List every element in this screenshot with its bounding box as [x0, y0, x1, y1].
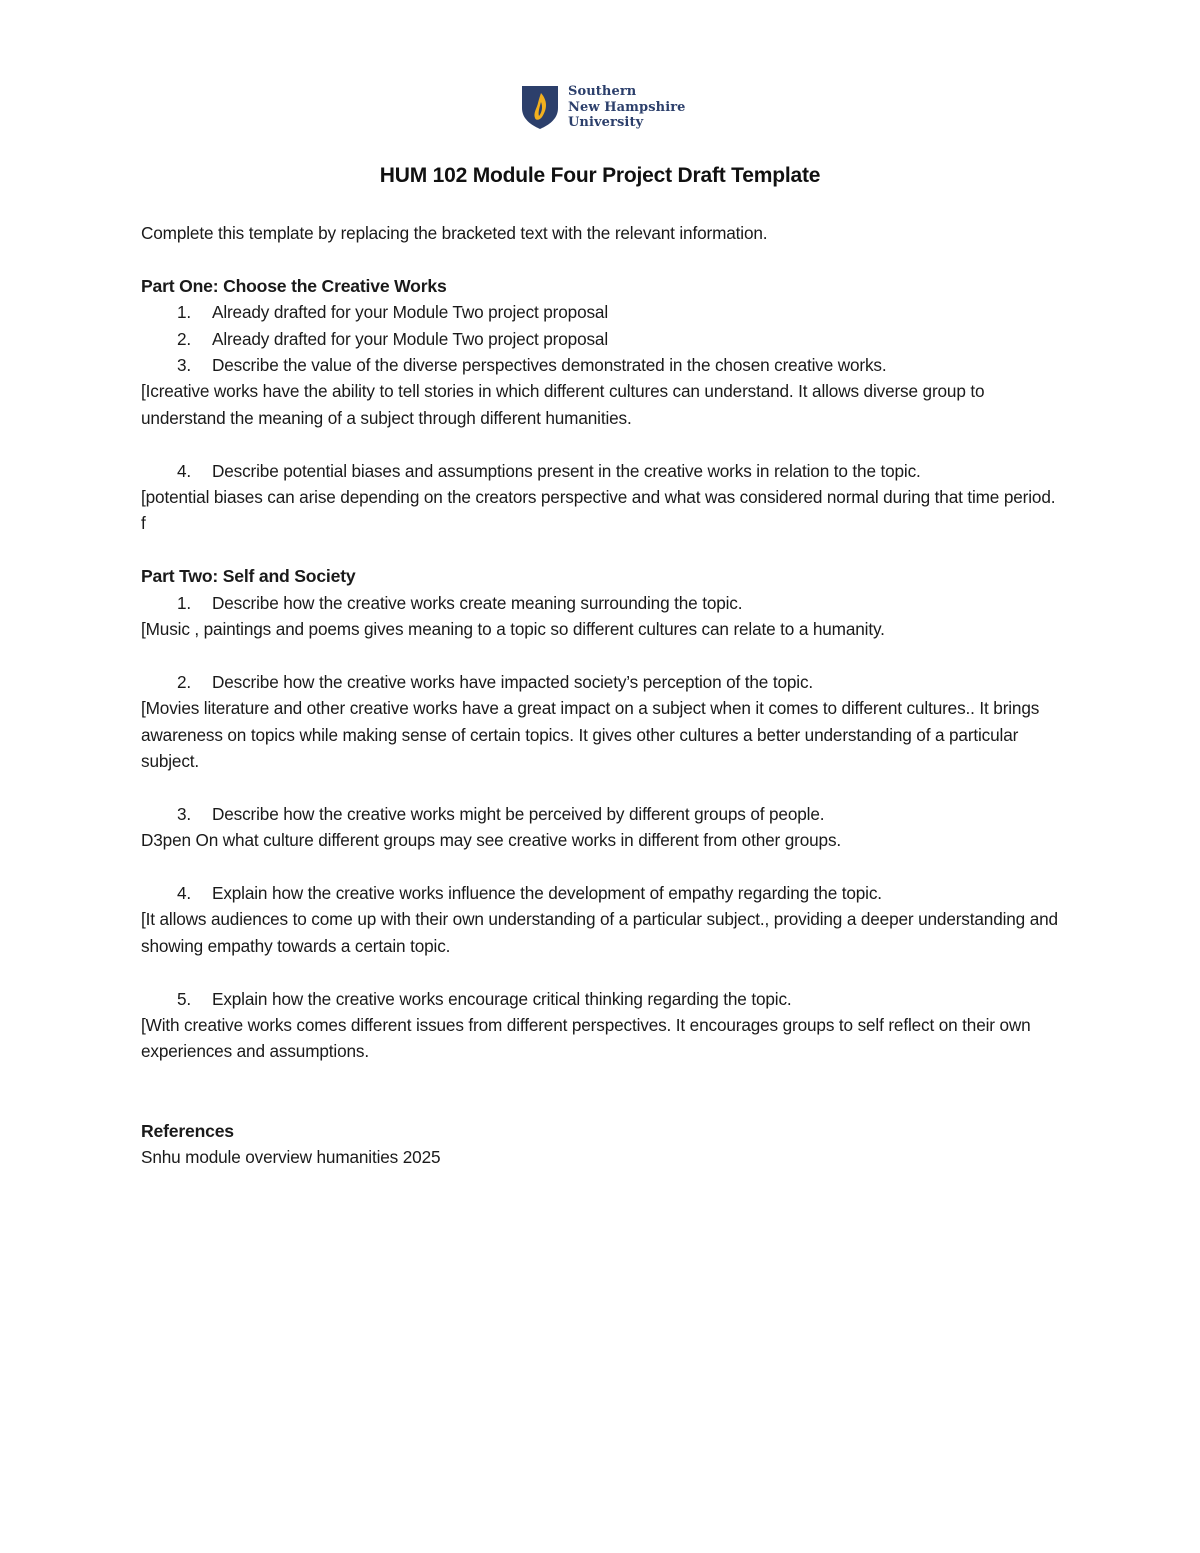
list-text: Already drafted for your Module Two project proposal: [212, 328, 609, 349]
part-one-heading: Part One: Choose the Creative Works: [141, 275, 447, 296]
list-number: 1.: [177, 592, 192, 613]
answer-text: [Music , paintings and poems gives meaning to a topic so different cultures can relate to a humanity.: [141, 619, 885, 640]
document-body: [141, 220, 1061, 1171]
list-item: [141, 880, 1061, 906]
list-number: 4.: [177, 883, 192, 904]
list-item: [141, 669, 1061, 695]
spacer: [141, 959, 1061, 985]
list-number: 2.: [177, 671, 192, 692]
list-item: [141, 458, 1061, 484]
list-item: [141, 299, 1061, 325]
list-text: Describe potential biases and assumptions present in the creative works in relation to the topic.: [212, 460, 921, 481]
logo-line: University: [568, 115, 644, 130]
page-title: HUM 102 Module Four Project Draft Template: [379, 164, 821, 187]
spacer: [141, 1065, 1061, 1118]
reference-entry: Snhu module overview humanities 2025: [141, 1147, 441, 1168]
list-text: Explain how the creative works influence the development of empathy regarding the topic.: [212, 883, 882, 904]
list-text: Describe how the creative works might be perceived by different groups of people.: [212, 803, 825, 824]
list-number: 3.: [177, 355, 192, 376]
list-text: Explain how the creative works encourage critical thinking regarding the topic.: [212, 988, 792, 1009]
spacer: [141, 774, 1061, 800]
spacer: [141, 642, 1061, 668]
list-number: 3.: [177, 803, 192, 824]
list-text: Already drafted for your Module Two project proposal: [212, 302, 609, 323]
answer-text: [potential biases can arise depending on the creators perspective and what was considered normal during that time period. f: [141, 487, 1056, 534]
spacer: [141, 431, 1061, 457]
list-text: Describe how the creative works create meaning surrounding the topic.: [212, 592, 743, 613]
spacer: [141, 537, 1061, 563]
references-heading: References: [141, 1120, 234, 1141]
answer-text: [Icreative works have the ability to tell stories in which different cultures can understand. It allows diverse group to understand the meaning of a subject through different humanities.: [141, 381, 985, 428]
list-number: 5.: [177, 988, 192, 1009]
spacer: [141, 854, 1061, 880]
shield-flame-icon: [520, 84, 560, 130]
list-item: [141, 352, 1061, 378]
answer-text: [Movies literature and other creative works have a great impact on a subject when it comes to different cultures.. It brings awareness on topics while making sense of certain topics. It gives other cultures a better understanding of a particular subject.: [141, 698, 1040, 772]
list-item: [141, 986, 1061, 1012]
list-number: 4.: [177, 460, 192, 481]
university-logo: [520, 84, 686, 131]
list-number: 1.: [177, 302, 192, 323]
list-number: 2.: [177, 328, 192, 349]
list-item: [141, 326, 1061, 352]
answer-text: [It allows audiences to come up with their own understanding of a particular subject., providing a deeper understanding and showing empathy towards a certain topic.: [141, 909, 1058, 956]
list-text: Describe the value of the diverse perspectives demonstrated in the chosen creative works.: [212, 355, 887, 376]
logo-wordmark: [568, 84, 686, 131]
answer-text: [With creative works comes different issues from different perspectives. It encourages groups to self reflect on their own experiences and assumptions.: [141, 1015, 1031, 1062]
list-text: Describe how the creative works have impacted society’s perception of the topic.: [212, 671, 814, 692]
answer-text: D3pen On what culture different groups may see creative works in different from other groups.: [141, 830, 842, 851]
logo-line: Southern: [568, 84, 637, 99]
part-two-heading: Part Two: Self and Society: [141, 566, 356, 587]
list-item: [141, 590, 1061, 616]
list-item: [141, 801, 1061, 827]
intro-text: Complete this template by replacing the bracketed text with the relevant information.: [141, 223, 768, 243]
logo-line: New Hampshire: [568, 99, 686, 115]
